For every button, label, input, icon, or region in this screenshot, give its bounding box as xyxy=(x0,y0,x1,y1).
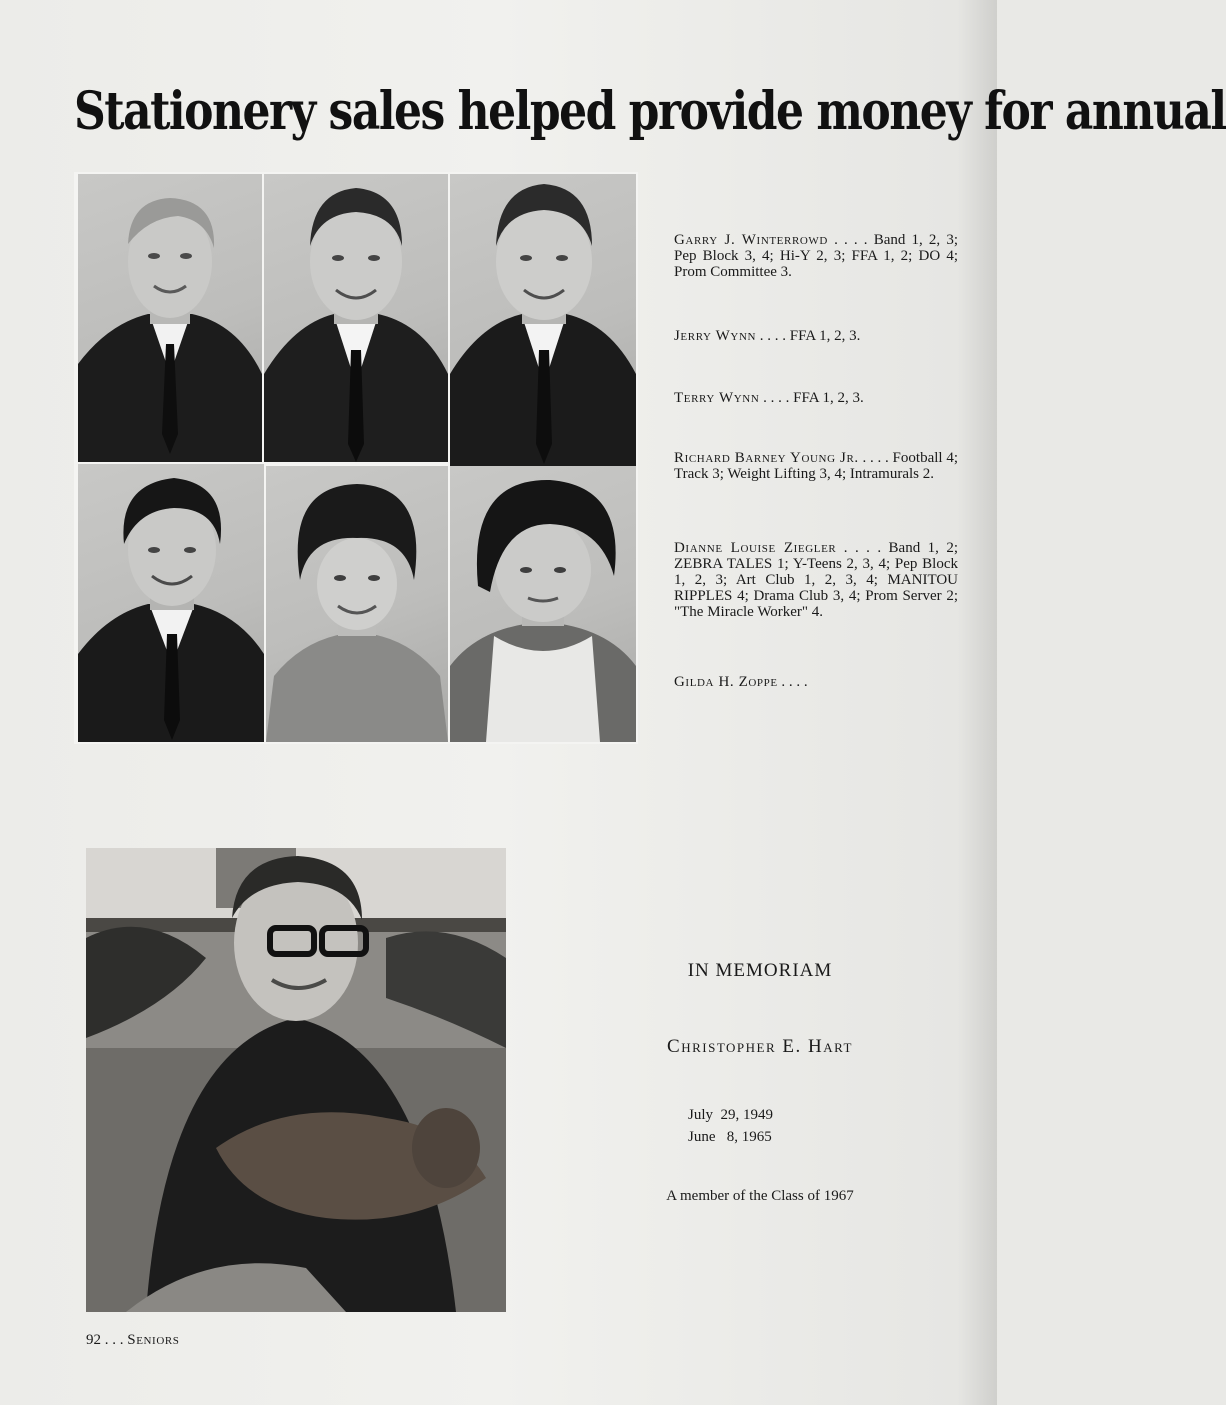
section-name: Seniors xyxy=(127,1332,180,1348)
senior-activities: . . . . Band 1, 2, 3; Pep Block 3, 4; Hi-Y 2, 3; FFA 1, 2; DO 4; Prom Committee 3. xyxy=(674,232,958,280)
caption-garry-winterrowd xyxy=(674,232,958,280)
senior-activities: . . . . Football 4; Track 3; Weight Lifting 3, 4; Intramurals 2. xyxy=(674,450,958,482)
footer-separator: . . . xyxy=(104,1332,124,1348)
page-footer xyxy=(86,1332,180,1349)
page-number: 92 xyxy=(86,1332,101,1348)
memoriam-dates xyxy=(688,1104,773,1148)
senior-activities: . . . . FFA 1, 2, 3. xyxy=(759,328,861,344)
memoriam-death-date: June 8, 1965 xyxy=(688,1129,772,1145)
portrait-richard-young xyxy=(78,464,264,742)
memoriam-birth-date: July 29, 1949 xyxy=(688,1107,774,1123)
memoriam-photo xyxy=(86,848,506,1312)
page-headline: Stationery sales helped provide money for annual xyxy=(74,82,1226,143)
senior-activities: . . . . Band 1, 2; ZEBRA TALES 1; Y-Teens 2, 3, 4; Pep Block 1, 2, 3; Art Club 1, 2, 3, 4; MANITOU RIPPLES 4; Drama Club 3, 4; Prom Server 2; "The Miracle Worker" 4. xyxy=(674,540,958,620)
senior-name: Terry Wynn xyxy=(674,390,760,406)
portrait-garry-winterrowd xyxy=(78,174,262,462)
senior-name: Richard Barney Young Jr. xyxy=(674,450,859,466)
portrait-terry-wynn xyxy=(450,174,636,466)
caption-jerry-wynn xyxy=(674,328,958,344)
senior-name: Jerry Wynn xyxy=(674,328,757,344)
memoriam-name: Christopher E. Hart xyxy=(667,1036,853,1057)
caption-terry-wynn xyxy=(674,390,958,406)
senior-name: Gilda H. Zoppe xyxy=(674,674,778,690)
caption-gilda-zoppe xyxy=(674,674,958,690)
senior-portrait-grid xyxy=(74,172,638,744)
portrait-dianne-ziegler xyxy=(266,466,448,742)
memoriam-title: IN MEMORIAM xyxy=(687,960,833,981)
portrait-gilda-zoppe xyxy=(450,466,636,742)
caption-richard-young xyxy=(674,450,958,482)
portrait-jerry-wynn xyxy=(264,174,448,462)
memoriam-class-note: A member of the Class of 1967 xyxy=(666,1188,854,1204)
caption-dianne-ziegler xyxy=(674,540,958,620)
senior-name: Garry J. Winterrowd xyxy=(674,232,828,248)
senior-activities: . . . . xyxy=(781,674,808,690)
senior-name: Dianne Louise Ziegler xyxy=(674,540,837,556)
senior-activities: . . . . FFA 1, 2, 3. xyxy=(763,390,864,406)
